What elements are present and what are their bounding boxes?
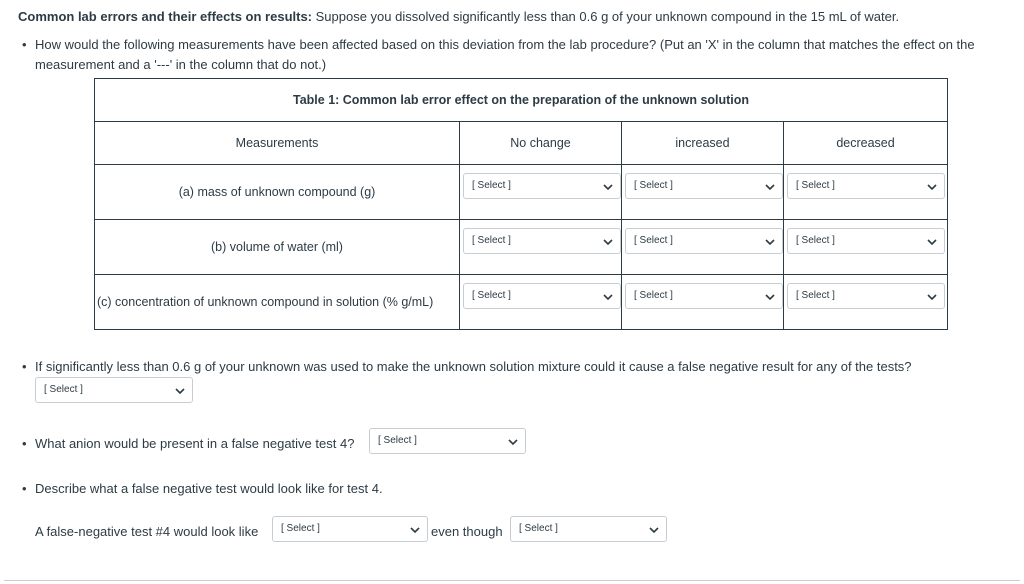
lab-error-table [94, 78, 948, 330]
chevron-down-icon [175, 387, 185, 395]
select-text: [ Select ] [796, 235, 835, 246]
row-label-concentration: (c) concentration of unknown compound in solution (% g/mL) [95, 275, 460, 330]
col-header-no-change: No change [460, 122, 622, 165]
even-though-select[interactable] [510, 516, 667, 542]
bullet-3: • [22, 436, 27, 451]
bullet-2: • [22, 359, 27, 374]
chevron-down-icon [603, 238, 613, 246]
q4-sentence-start: A false-negative test #4 would look like [35, 524, 259, 539]
select-text: [ Select ] [378, 435, 417, 446]
chevron-down-icon [603, 183, 613, 191]
intro-text: Suppose you dissolved significantly less than 0.6 g of your unknown compound in the 15 mL of water. [312, 9, 900, 24]
select-text: [ Select ] [472, 180, 511, 191]
q1-line2: measurement and a '---' in the column that do not.) [35, 57, 327, 72]
q2-text: If significantly less than 0.6 g of your unknown was used to make the unknown solution mixture could it cause a false negative result for any of the tests? [35, 359, 912, 374]
select-text: [ Select ] [472, 290, 511, 301]
concentration-increased-select[interactable] [625, 283, 783, 309]
table-caption: Table 1: Common lab error effect on the preparation of the unknown solution [95, 79, 948, 122]
mass-no-change-select[interactable] [463, 173, 621, 199]
chevron-down-icon [410, 526, 420, 534]
test4-look-select[interactable] [272, 516, 428, 542]
chevron-down-icon [508, 438, 518, 446]
chevron-down-icon [765, 183, 775, 191]
select-text: [ Select ] [44, 384, 83, 395]
table-row [95, 165, 948, 220]
q3-text: What anion would be present in a false negative test 4? [35, 436, 355, 451]
bullet-1: • [22, 37, 27, 52]
select-text: [ Select ] [519, 523, 558, 534]
intro-title: Common lab errors and their effects on results: [18, 9, 313, 24]
col-header-decreased: decreased [784, 122, 948, 165]
volume-decreased-select[interactable] [787, 228, 945, 254]
volume-no-change-select[interactable] [463, 228, 621, 254]
col-header-measurements: Measurements [95, 122, 460, 165]
chevron-down-icon [927, 183, 937, 191]
chevron-down-icon [649, 526, 659, 534]
mass-decreased-select[interactable] [787, 173, 945, 199]
select-text: [ Select ] [281, 523, 320, 534]
concentration-decreased-select[interactable] [787, 283, 945, 309]
chevron-down-icon [765, 238, 775, 246]
false-negative-select[interactable] [35, 377, 193, 403]
select-text: [ Select ] [634, 290, 673, 301]
volume-increased-select[interactable] [625, 228, 783, 254]
chevron-down-icon [927, 293, 937, 301]
col-header-increased: increased [622, 122, 784, 165]
concentration-no-change-select[interactable] [463, 283, 621, 309]
row-label-mass: (a) mass of unknown compound (g) [95, 165, 460, 220]
select-text: [ Select ] [472, 235, 511, 246]
table-row [95, 220, 948, 275]
intro-line [18, 9, 899, 24]
anion-select[interactable] [369, 428, 526, 454]
q1-line1: How would the following measurements have been affected based on this deviation from the lab procedure? (Put an 'X' in the column that matches the effect on the [35, 37, 975, 52]
q4-middle: even though [431, 524, 503, 539]
chevron-down-icon [927, 238, 937, 246]
select-text: [ Select ] [634, 180, 673, 191]
mass-increased-select[interactable] [625, 173, 783, 199]
chevron-down-icon [765, 293, 775, 301]
chevron-down-icon [603, 293, 613, 301]
select-text: [ Select ] [796, 290, 835, 301]
select-text: [ Select ] [796, 180, 835, 191]
table-row [95, 275, 948, 330]
bullet-4: • [22, 481, 27, 496]
select-text: [ Select ] [634, 235, 673, 246]
row-label-volume: (b) volume of water (ml) [95, 220, 460, 275]
q4-text: Describe what a false negative test would look like for test 4. [35, 481, 383, 496]
